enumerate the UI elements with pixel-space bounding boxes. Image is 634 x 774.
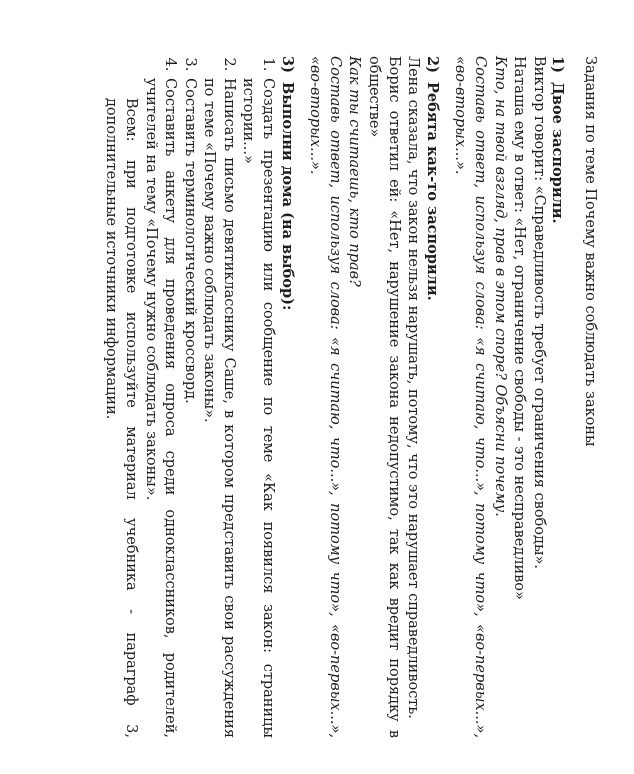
section-2-line-2: Борис ответил ей: «Нет, нарушение закона недопустимо, так как вредит порядку в обществе» [366, 56, 402, 738]
section-3-number: 3) [278, 56, 296, 73]
section-1-line-2: Наташа ему в ответ: «Нет, ограничение свободы - это несправедливо» [511, 56, 528, 600]
section-1 [450, 56, 568, 738]
document-body [32, 56, 632, 746]
section-2-heading [422, 56, 442, 738]
section-1-line-1: Виктор говорит: «Справедливость требует ограничения свободы». [530, 56, 547, 569]
section-2-title: Ребята как-то заспорили. [423, 82, 441, 301]
section-3-heading [277, 56, 297, 738]
homework-item: 1. Создать презентацию или сообщение по теме «Как появился закон: страницы истории...» [238, 76, 277, 738]
homework-note: Всем: при подготовке используйте материал учебника - параграф 3, дополнительные источники информации. [103, 98, 139, 738]
section-1-instruction: Составь ответ, используя слова: «я считаю, что...», потому что», «во-первых...», «во-вторых...». [452, 56, 489, 738]
section-2-question: Как ты считаешь, кто прав? [346, 56, 363, 287]
section-1-question: Кто, на твой взгляд, прав в этом споре? Объясни почему. [491, 56, 508, 517]
section-2-line-1: Лена сказала, что закон нельзя нарушать, потому, что это нарушает справедливость. [405, 56, 422, 719]
section-1-heading [548, 56, 568, 738]
homework-item: 2. Написать письмо девятикласснику Саше, в котором представить свои рассуждения по теме «Почему важно соблюдать законы». [199, 76, 238, 738]
section-2-instruction: Составь ответ, используя слова: «я считаю, что...», потому что», «во-первых...», «во-вторых...». [307, 56, 343, 738]
section-1-title: Двое заспорили. [549, 82, 567, 224]
section-2-number: 2) [423, 56, 441, 73]
document-title: Задания по теме Почему важно соблюдать законы [582, 56, 598, 447]
section-3 [101, 56, 297, 738]
homework-list [140, 56, 277, 738]
section-3-title: Выполни дома (на выбор): [278, 82, 296, 311]
homework-item: 4. Составить анкету для проведения опроса среди одноклассников, родителей, учителей на тему «Почему нужно соблюдать законы». [140, 76, 179, 738]
section-2 [305, 56, 442, 738]
section-1-number: 1) [549, 56, 567, 73]
homework-item: 3. Составить терминологический кроссворд. [179, 76, 199, 738]
